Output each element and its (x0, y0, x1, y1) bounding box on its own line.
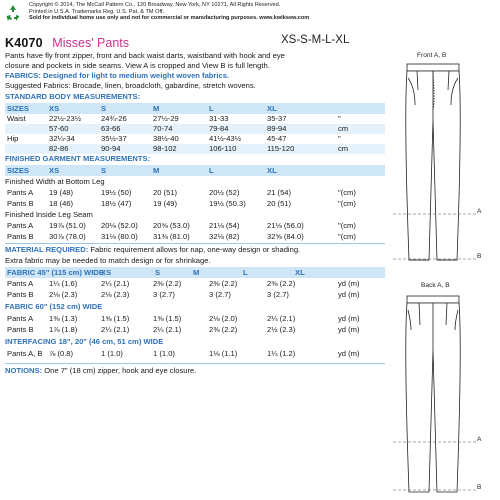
table-cell: 1¼ (1.6) (49, 279, 78, 288)
table-cell: Pants B (7, 232, 34, 241)
table-cell: 32¼-34 (49, 134, 75, 143)
table-cell: Pants A, B (7, 349, 43, 358)
line-b-label-back: B (477, 484, 482, 491)
table-cell: 98-102 (153, 144, 177, 153)
header-cell: M (193, 268, 200, 277)
table-cell: yd (m) (338, 314, 360, 323)
table-cell: "(cm) (338, 188, 356, 197)
fabric-45-header (5, 267, 385, 278)
copyright-block (29, 2, 499, 22)
notions-line (5, 366, 196, 376)
material-required-line (5, 245, 300, 255)
table-cell: 41½-43½ (209, 134, 242, 143)
table-cell: 45-47 (267, 134, 287, 143)
pattern-name: Misses' Pants (52, 36, 130, 50)
table-cell: Hip (7, 134, 19, 143)
front-view-label: Front A, B (417, 52, 447, 59)
description-line-2: closure and pockets in side seams. View A is cropped and View B is full length. (5, 61, 270, 70)
table-cell: "(cm) (338, 199, 356, 208)
fabrics-line (5, 71, 229, 81)
header-cell: XS (49, 166, 60, 175)
table-cell: yd (m) (338, 349, 360, 358)
table-cell: 3 (2.7) (153, 290, 175, 299)
table-cell: 1⅝ (1.5) (101, 314, 130, 323)
table-cell: 21⅛ (54) (209, 221, 240, 230)
line-b-label-front: B (477, 253, 482, 260)
pants-technical-drawing (393, 60, 488, 500)
table-cell: yd (m) (338, 290, 360, 299)
table-cell: 27½-29 (153, 114, 179, 123)
material-text: Fabric requirement allows for nap, one-way design or shading. (90, 245, 301, 254)
header-cell: M (153, 166, 160, 175)
table-cell: 115-120 (267, 144, 295, 153)
finished-measurements-header (5, 165, 385, 176)
table-cell: 19½ (50) (101, 188, 132, 197)
table-row (5, 199, 385, 209)
table-cell: 1 (1.0) (153, 349, 175, 358)
table-cell: 79-84 (209, 124, 229, 133)
table-cell: Pants B (7, 199, 34, 208)
table-cell: Waist (7, 114, 26, 123)
copyright-line-3: Sold for individual home use only and not for commercial or manufacturing purposes. www.kwiksew.com (29, 15, 310, 22)
header-cell: FABRIC 45" (115 cm) WIDE (7, 268, 104, 277)
header-cell: L (209, 104, 214, 113)
table-cell: Pants A (7, 279, 34, 288)
table-cell: 19 (49) (153, 199, 178, 208)
header-cell: S (155, 268, 161, 277)
table-cell: 19 (48) (49, 188, 74, 197)
table-cell: 1¼ (1.2) (267, 349, 296, 358)
table-cell: 38½-40 (153, 134, 179, 143)
table-cell: 31⅜ (81.0) (153, 232, 190, 241)
suggested-fabrics: Suggested Fabrics: Brocade, linen, broadcloth, gabardine, stretch wovens. (5, 81, 256, 90)
table-cell: 32⅛ (82) (209, 232, 240, 241)
table-cell: Pants A (7, 221, 34, 230)
table-cell: 1⅝ (1.5) (153, 314, 182, 323)
material-extra: Extra fabric may be needed to match design or for shrinkage. (5, 256, 211, 265)
table-row (5, 325, 385, 335)
fabrics-text: Designed for light to medium weight woven fabrics. (42, 71, 230, 80)
table-cell: Pants A (7, 314, 34, 323)
notions-text: One 7" (18 cm) zipper, hook and eye closure. (44, 366, 197, 375)
header-cell: L (243, 268, 248, 277)
table-row (5, 144, 385, 154)
table-cell: 2¼ (2.1) (101, 325, 130, 334)
table-row (5, 314, 385, 324)
table-cell: 21 (54) (267, 188, 292, 197)
table-cell: " (338, 134, 341, 143)
table-row (5, 349, 385, 359)
table-cell: 2⅜ (2.2) (209, 279, 238, 288)
table-row (5, 290, 385, 300)
table-cell: 35½-37 (101, 134, 127, 143)
copyright-line-1: Copyright © 2014, The McCall Pattern Co., 120 Broadway, New York, NY 10271, All Rights Reserved. (29, 2, 281, 8)
table-cell: Pants A (7, 188, 34, 197)
table-cell: 35-37 (267, 114, 287, 123)
table-cell: 2½ (2.3) (267, 325, 296, 334)
header-cell: XL (267, 104, 277, 113)
table-row (5, 232, 385, 242)
table-cell: 1⅞ (1.8) (49, 325, 78, 334)
header-cell: XS (101, 268, 112, 277)
pattern-number: K4070 (5, 36, 43, 50)
table-cell: 24¾-26 (101, 114, 127, 123)
notions-label: NOTIONS: (5, 366, 43, 375)
table-cell: 82-86 (49, 144, 69, 153)
table-cell: 2¼ (2.1) (153, 325, 182, 334)
table-cell: 90-94 (101, 144, 121, 153)
table-cell: 21⅛ (56.0) (267, 221, 304, 230)
table-cell: 2¼ (2.1) (267, 314, 296, 323)
body-measurements-header (5, 103, 385, 114)
table-cell: 20⅛ (52.0) (101, 221, 138, 230)
copyright-line-2: Printed in U.S.A. Trademarks Reg. U.S. Pat. & TM Off. (29, 8, 165, 15)
header-cell: XS (49, 104, 60, 113)
table-row (5, 114, 385, 124)
finished-measurements-title: FINISHED GARMENT MEASUREMENTS: (5, 154, 151, 163)
table-cell: 31⅛ (80.0) (101, 232, 138, 241)
header-cell: S (101, 104, 107, 113)
table-cell: 2⅛ (2.0) (209, 314, 238, 323)
table-cell: 2⅜ (2.2) (153, 279, 182, 288)
table-cell: 22½-23½ (49, 114, 82, 123)
header-cell: SIZES (7, 166, 29, 175)
header-cell: XL (267, 166, 277, 175)
divider (5, 363, 385, 364)
table-cell: 63-66 (101, 124, 121, 133)
table-cell: 18 (46) (49, 199, 74, 208)
table-cell: 20 (51) (267, 199, 292, 208)
table-cell: 2¼ (2.1) (101, 279, 130, 288)
recycle-icon (3, 3, 23, 23)
table-cell: 3 (2.7) (209, 290, 231, 299)
table-cell: 2⅛ (2.3) (101, 290, 130, 299)
table-cell: cm (338, 124, 349, 133)
table-cell: 18½ (47) (101, 199, 132, 208)
table-cell: 57-60 (49, 124, 69, 133)
table-cell: Pants B (7, 290, 34, 299)
table-cell: cm (338, 144, 349, 153)
line-a-label-front: A (477, 208, 482, 215)
table-cell: yd (m) (338, 279, 360, 288)
table-cell: yd (m) (338, 325, 360, 334)
header-cell: XL (295, 268, 305, 277)
line-a-label-back: A (477, 436, 482, 443)
table-cell: Pants B (7, 325, 34, 334)
table-cell: "(cm) (338, 221, 356, 230)
table-cell: " (338, 114, 341, 123)
finished-inseam-title: Finished Inside Leg Seam (5, 210, 93, 219)
table-row (5, 124, 385, 134)
divider (5, 243, 385, 244)
table-cell: 2⅜ (2.2) (267, 279, 296, 288)
table-cell: 2⅜ (2.2) (209, 325, 238, 334)
fabric-60-title: FABRIC 60" (152 cm) WIDE (5, 302, 103, 311)
header-cell: SIZES (7, 104, 29, 113)
header-cell: S (101, 166, 107, 175)
finished-width-title: Finished Width at Bottom Leg (5, 177, 105, 186)
material-label: MATERIAL REQUIRED: (5, 245, 89, 254)
table-row (5, 279, 385, 289)
table-cell: 32⅝ (84.0) (267, 232, 304, 241)
table-cell: 31-33 (209, 114, 229, 123)
table-cell: 89-94 (267, 124, 287, 133)
table-row (5, 221, 385, 231)
body-measurements-title: STANDARD BODY MEASUREMENTS: (5, 92, 141, 101)
header-cell: L (209, 166, 214, 175)
front-pants-drawing (406, 64, 461, 260)
table-cell: 20 (51) (153, 188, 178, 197)
table-cell: 19⅞ (51.0) (49, 221, 86, 230)
table-cell: 1 (1.0) (101, 349, 123, 358)
table-cell: 1⅛ (1.1) (209, 349, 238, 358)
table-row (5, 188, 385, 198)
table-cell: 20⅝ (53.0) (153, 221, 190, 230)
description-line-1: Pants have fly front zipper, front and back waist darts, waistband with hook and eye (5, 51, 285, 60)
table-cell: 3 (2.7) (267, 290, 289, 299)
table-cell: 30⅞ (78.0) (49, 232, 86, 241)
back-pants-drawing (406, 296, 461, 492)
fabrics-label: FABRICS: (5, 71, 41, 80)
table-row (5, 134, 385, 144)
table-cell: 106-110 (209, 144, 237, 153)
table-cell: "(cm) (338, 232, 356, 241)
table-cell: 20½ (52) (209, 188, 240, 197)
table-cell: 2⅛ (2.3) (49, 290, 78, 299)
header-cell: M (153, 104, 160, 113)
table-cell: 1⅜ (1.3) (49, 314, 78, 323)
pattern-sizes: XS-S-M-L-XL (281, 34, 350, 46)
table-cell: 70-74 (153, 124, 173, 133)
interfacing-title: INTERFACING 18", 20" (46 cm, 51 cm) WIDE (5, 337, 164, 346)
table-cell: 19½ (50.3) (209, 199, 246, 208)
back-view-label: Back A, B (421, 282, 450, 289)
table-cell: ⅞ (0.8) (49, 349, 74, 358)
